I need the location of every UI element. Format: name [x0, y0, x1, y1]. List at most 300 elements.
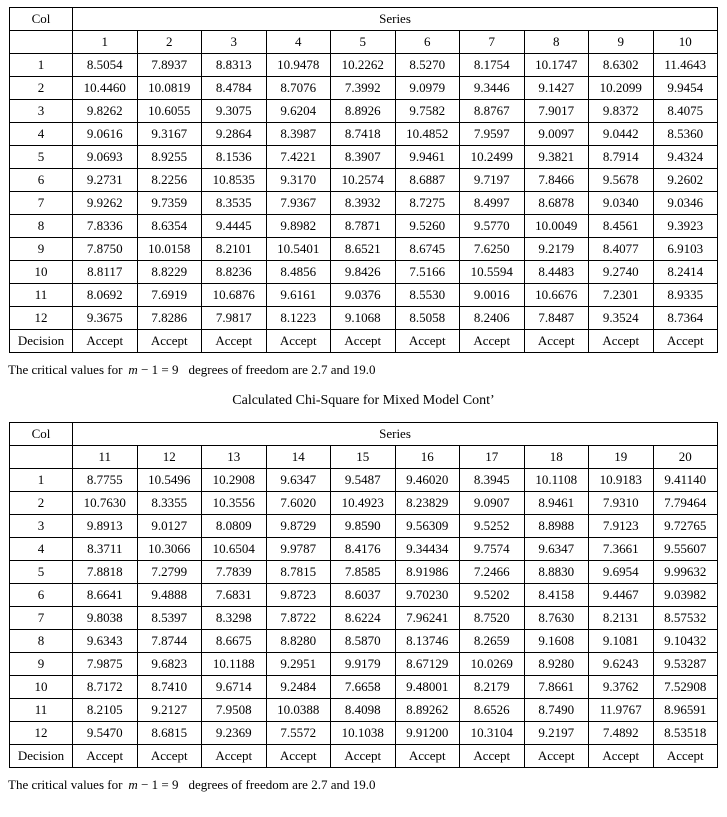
- value-cell: 7.8744: [137, 630, 202, 653]
- value-cell: 8.13746: [395, 630, 460, 653]
- row-label: 6: [10, 584, 73, 607]
- decision-cell: Accept: [460, 330, 525, 353]
- row-label: 11: [10, 699, 73, 722]
- value-cell: 9.9454: [653, 77, 718, 100]
- series-number-header: 12: [137, 446, 202, 469]
- value-cell: 9.3821: [524, 146, 589, 169]
- table-row: [10, 699, 718, 722]
- value-cell: 10.1038: [331, 722, 396, 745]
- value-cell: 7.9123: [589, 515, 654, 538]
- table-row: [10, 307, 718, 330]
- decision-cell: Accept: [653, 745, 718, 768]
- value-cell: 10.1188: [202, 653, 267, 676]
- note-suffix: degrees of freedom are 2.7 and 19.0: [188, 777, 376, 792]
- value-cell: 8.5397: [137, 607, 202, 630]
- value-cell: 7.8585: [331, 561, 396, 584]
- decision-cell: Accept: [137, 330, 202, 353]
- decision-cell: Accept: [73, 330, 138, 353]
- note-suffix: degrees of freedom are 2.7 and 19.0: [188, 362, 376, 377]
- value-cell: 8.0692: [73, 284, 138, 307]
- value-cell: 9.0097: [524, 123, 589, 146]
- table-row: [10, 192, 718, 215]
- series-number-header: 10: [653, 31, 718, 54]
- value-cell: 7.4892: [589, 722, 654, 745]
- value-cell: 8.2131: [589, 607, 654, 630]
- value-cell: 9.46020: [395, 469, 460, 492]
- value-cell: 9.0016: [460, 284, 525, 307]
- value-cell: 9.8038: [73, 607, 138, 630]
- value-cell: 10.3556: [202, 492, 267, 515]
- value-cell: 8.1536: [202, 146, 267, 169]
- row-label: 12: [10, 722, 73, 745]
- value-cell: 8.9461: [524, 492, 589, 515]
- row-label: 3: [10, 100, 73, 123]
- value-cell: 9.48001: [395, 676, 460, 699]
- value-cell: 9.5260: [395, 215, 460, 238]
- value-cell: 9.8262: [73, 100, 138, 123]
- value-cell: 8.7630: [524, 607, 589, 630]
- decision-cell: Accept: [460, 745, 525, 768]
- series-number-header: 20: [653, 446, 718, 469]
- row-label: 5: [10, 561, 73, 584]
- value-cell: 10.3066: [137, 538, 202, 561]
- row-label: 10: [10, 676, 73, 699]
- table-row: [10, 284, 718, 307]
- series-number-header: 7: [460, 31, 525, 54]
- value-cell: 8.3298: [202, 607, 267, 630]
- value-cell: 8.6641: [73, 584, 138, 607]
- value-cell: 8.4997: [460, 192, 525, 215]
- value-cell: 9.10432: [653, 630, 718, 653]
- decision-cell: Accept: [524, 330, 589, 353]
- corner-empty-cell: [10, 446, 73, 469]
- value-cell: 9.2731: [73, 169, 138, 192]
- row-label: 4: [10, 538, 73, 561]
- value-cell: 8.5870: [331, 630, 396, 653]
- value-cell: 8.3987: [266, 123, 331, 146]
- value-cell: 9.0442: [589, 123, 654, 146]
- value-cell: 8.7914: [589, 146, 654, 169]
- value-cell: 8.4176: [331, 538, 396, 561]
- value-cell: 10.7630: [73, 492, 138, 515]
- value-cell: 8.5058: [395, 307, 460, 330]
- value-cell: 8.9255: [137, 146, 202, 169]
- value-cell: 9.5252: [460, 515, 525, 538]
- value-cell: 9.8723: [266, 584, 331, 607]
- value-cell: 8.6354: [137, 215, 202, 238]
- value-cell: 9.2179: [524, 238, 589, 261]
- value-cell: 8.6745: [395, 238, 460, 261]
- value-cell: 10.0388: [266, 699, 331, 722]
- value-cell: 9.0346: [653, 192, 718, 215]
- value-cell: 7.52908: [653, 676, 718, 699]
- table-row: [10, 492, 718, 515]
- value-cell: 7.6658: [331, 676, 396, 699]
- chi-square-table-part1: [9, 7, 718, 353]
- decision-cell: Accept: [331, 745, 396, 768]
- value-cell: 9.4467: [589, 584, 654, 607]
- row-label: 12: [10, 307, 73, 330]
- series-number-header: 15: [331, 446, 396, 469]
- value-cell: 9.3923: [653, 215, 718, 238]
- value-cell: 9.6347: [524, 538, 589, 561]
- value-cell: 7.7839: [202, 561, 267, 584]
- decision-row: [10, 330, 718, 353]
- value-cell: 7.8286: [137, 307, 202, 330]
- value-cell: 8.8236: [202, 261, 267, 284]
- value-cell: 9.6823: [137, 653, 202, 676]
- value-cell: 7.8750: [73, 238, 138, 261]
- value-cell: 10.4852: [395, 123, 460, 146]
- value-cell: 8.6302: [589, 54, 654, 77]
- value-cell: 9.0340: [589, 192, 654, 215]
- value-cell: 8.4561: [589, 215, 654, 238]
- value-cell: 8.9335: [653, 284, 718, 307]
- value-cell: 9.2602: [653, 169, 718, 192]
- value-cell: 9.5770: [460, 215, 525, 238]
- value-cell: 10.1108: [524, 469, 589, 492]
- series-number-header: 17: [460, 446, 525, 469]
- value-cell: 9.2740: [589, 261, 654, 284]
- row-label: 4: [10, 123, 73, 146]
- series-numbers-row: [10, 31, 718, 54]
- value-cell: 8.6878: [524, 192, 589, 215]
- value-cell: 9.6204: [266, 100, 331, 123]
- decision-cell: Accept: [202, 330, 267, 353]
- series-number-header: 11: [73, 446, 138, 469]
- critical-values-note-2: [8, 777, 727, 793]
- value-cell: 10.3104: [460, 722, 525, 745]
- value-cell: 8.7755: [73, 469, 138, 492]
- value-cell: 7.9597: [460, 123, 525, 146]
- value-cell: 8.2179: [460, 676, 525, 699]
- value-cell: 6.9103: [653, 238, 718, 261]
- value-cell: 10.6055: [137, 100, 202, 123]
- value-cell: 7.4221: [266, 146, 331, 169]
- value-cell: 7.8722: [266, 607, 331, 630]
- value-cell: 7.8487: [524, 307, 589, 330]
- table-row: [10, 584, 718, 607]
- value-cell: 7.9367: [266, 192, 331, 215]
- value-cell: 9.3446: [460, 77, 525, 100]
- series-number-header: 2: [137, 31, 202, 54]
- section-title: Calculated Chi-Square for Mixed Model Cont’: [232, 393, 495, 408]
- value-cell: 9.0907: [460, 492, 525, 515]
- decision-label: Decision: [10, 745, 73, 768]
- row-label: 7: [10, 192, 73, 215]
- value-cell: 8.6815: [137, 722, 202, 745]
- critical-values-note-1: [8, 362, 727, 378]
- value-cell: 7.8466: [524, 169, 589, 192]
- value-cell: 8.96591: [653, 699, 718, 722]
- value-cell: 7.3661: [589, 538, 654, 561]
- value-cell: 9.3524: [589, 307, 654, 330]
- series-header: Series: [73, 423, 718, 446]
- value-cell: 9.9461: [395, 146, 460, 169]
- value-cell: 10.0269: [460, 653, 525, 676]
- value-cell: 9.53287: [653, 653, 718, 676]
- decision-cell: Accept: [589, 745, 654, 768]
- value-cell: 10.0158: [137, 238, 202, 261]
- table-row: [10, 538, 718, 561]
- value-cell: 8.2256: [137, 169, 202, 192]
- value-cell: 7.6919: [137, 284, 202, 307]
- note-math-variable: m: [128, 777, 138, 792]
- decision-cell: Accept: [137, 745, 202, 768]
- value-cell: 8.6675: [202, 630, 267, 653]
- value-cell: 9.3170: [266, 169, 331, 192]
- value-cell: 9.55607: [653, 538, 718, 561]
- row-label: 11: [10, 284, 73, 307]
- decision-cell: Accept: [266, 745, 331, 768]
- row-label: 1: [10, 54, 73, 77]
- value-cell: 9.3075: [202, 100, 267, 123]
- table-row: [10, 169, 718, 192]
- value-cell: 8.3355: [137, 492, 202, 515]
- decision-cell: Accept: [331, 330, 396, 353]
- value-cell: 7.9875: [73, 653, 138, 676]
- value-cell: 8.6887: [395, 169, 460, 192]
- value-cell: 8.6526: [460, 699, 525, 722]
- series-number-header: 19: [589, 446, 654, 469]
- value-cell: 9.2484: [266, 676, 331, 699]
- value-cell: 10.0049: [524, 215, 589, 238]
- row-label: 9: [10, 238, 73, 261]
- value-cell: 9.41140: [653, 469, 718, 492]
- value-cell: 8.0809: [202, 515, 267, 538]
- value-cell: 8.4784: [202, 77, 267, 100]
- value-cell: 9.3167: [137, 123, 202, 146]
- value-cell: 10.6504: [202, 538, 267, 561]
- value-cell: 8.7364: [653, 307, 718, 330]
- value-cell: 11.9767: [589, 699, 654, 722]
- value-cell: 9.99632: [653, 561, 718, 584]
- series-number-header: 4: [266, 31, 331, 54]
- series-number-header: 9: [589, 31, 654, 54]
- value-cell: 9.2951: [266, 653, 331, 676]
- value-cell: 8.3535: [202, 192, 267, 215]
- value-cell: 10.2099: [589, 77, 654, 100]
- value-cell: 8.7871: [331, 215, 396, 238]
- value-cell: 9.5678: [589, 169, 654, 192]
- value-cell: 8.8988: [524, 515, 589, 538]
- row-label: 10: [10, 261, 73, 284]
- series-number-header: 14: [266, 446, 331, 469]
- value-cell: 9.4888: [137, 584, 202, 607]
- value-cell: 8.5270: [395, 54, 460, 77]
- value-cell: 8.5530: [395, 284, 460, 307]
- value-cell: 11.4643: [653, 54, 718, 77]
- value-cell: 7.6250: [460, 238, 525, 261]
- value-cell: 9.8729: [266, 515, 331, 538]
- decision-cell: Accept: [395, 745, 460, 768]
- value-cell: 8.7172: [73, 676, 138, 699]
- series-numbers-row: [10, 446, 718, 469]
- value-cell: 8.7275: [395, 192, 460, 215]
- value-cell: 8.8313: [202, 54, 267, 77]
- row-label: 9: [10, 653, 73, 676]
- value-cell: 8.9280: [524, 653, 589, 676]
- value-cell: 9.2864: [202, 123, 267, 146]
- value-cell: 9.6343: [73, 630, 138, 653]
- series-number-header: 1: [73, 31, 138, 54]
- value-cell: 8.2659: [460, 630, 525, 653]
- value-cell: 9.8982: [266, 215, 331, 238]
- series-number-header: 18: [524, 446, 589, 469]
- value-cell: 9.7582: [395, 100, 460, 123]
- value-cell: 8.4098: [331, 699, 396, 722]
- value-cell: 9.6347: [266, 469, 331, 492]
- value-cell: 9.2127: [137, 699, 202, 722]
- value-cell: 9.8426: [331, 261, 396, 284]
- value-cell: 9.5470: [73, 722, 138, 745]
- series-number-header: 8: [524, 31, 589, 54]
- value-cell: 10.1747: [524, 54, 589, 77]
- value-cell: 9.8372: [589, 100, 654, 123]
- value-cell: 9.0376: [331, 284, 396, 307]
- chi-square-table-part2: [9, 422, 718, 768]
- value-cell: 7.9310: [589, 492, 654, 515]
- row-label: 8: [10, 630, 73, 653]
- value-cell: 8.8229: [137, 261, 202, 284]
- value-cell: 8.89262: [395, 699, 460, 722]
- table-row: [10, 722, 718, 745]
- value-cell: 8.7418: [331, 123, 396, 146]
- decision-label: Decision: [10, 330, 73, 353]
- series-header: Series: [73, 8, 718, 31]
- value-cell: 9.4324: [653, 146, 718, 169]
- value-cell: 8.4483: [524, 261, 589, 284]
- value-cell: 8.7076: [266, 77, 331, 100]
- value-cell: 9.4445: [202, 215, 267, 238]
- value-cell: 8.8117: [73, 261, 138, 284]
- value-cell: 8.3945: [460, 469, 525, 492]
- value-cell: 8.5054: [73, 54, 138, 77]
- table-row: [10, 653, 718, 676]
- value-cell: 9.6243: [589, 653, 654, 676]
- value-cell: 9.0693: [73, 146, 138, 169]
- value-cell: 7.79464: [653, 492, 718, 515]
- value-cell: 9.9787: [266, 538, 331, 561]
- value-cell: 8.1223: [266, 307, 331, 330]
- value-cell: 7.8818: [73, 561, 138, 584]
- value-cell: 9.2369: [202, 722, 267, 745]
- table-row: [10, 630, 718, 653]
- value-cell: 8.4158: [524, 584, 589, 607]
- decision-cell: Accept: [653, 330, 718, 353]
- value-cell: 8.4856: [266, 261, 331, 284]
- value-cell: 8.3711: [73, 538, 138, 561]
- value-cell: 7.8661: [524, 676, 589, 699]
- value-cell: 9.5487: [331, 469, 396, 492]
- value-cell: 7.2799: [137, 561, 202, 584]
- value-cell: 8.6037: [331, 584, 396, 607]
- value-cell: 8.4077: [589, 238, 654, 261]
- table-row: [10, 215, 718, 238]
- value-cell: 8.67129: [395, 653, 460, 676]
- value-cell: 8.8280: [266, 630, 331, 653]
- value-cell: 9.0616: [73, 123, 138, 146]
- value-cell: 8.1754: [460, 54, 525, 77]
- note-math-variable: m: [128, 362, 138, 377]
- series-number-header: 5: [331, 31, 396, 54]
- value-cell: 8.2406: [460, 307, 525, 330]
- value-cell: 9.9179: [331, 653, 396, 676]
- value-cell: 10.5496: [137, 469, 202, 492]
- decision-row: [10, 745, 718, 768]
- value-cell: 9.1068: [331, 307, 396, 330]
- value-cell: 8.8830: [524, 561, 589, 584]
- value-cell: 9.9262: [73, 192, 138, 215]
- table-row: [10, 54, 718, 77]
- series-number-header: 13: [202, 446, 267, 469]
- value-cell: 10.0819: [137, 77, 202, 100]
- series-number-header: 16: [395, 446, 460, 469]
- value-cell: 8.7520: [460, 607, 525, 630]
- value-cell: 9.1081: [589, 630, 654, 653]
- value-cell: 10.2908: [202, 469, 267, 492]
- value-cell: 10.9478: [266, 54, 331, 77]
- note-math-equation: − 1 = 9: [141, 362, 179, 377]
- table-row: [10, 100, 718, 123]
- value-cell: 7.6020: [266, 492, 331, 515]
- header-row: [10, 8, 718, 31]
- corner-header: Col: [10, 423, 73, 446]
- note-math-equation: − 1 = 9: [141, 777, 179, 792]
- value-cell: 8.7815: [266, 561, 331, 584]
- value-cell: 9.6161: [266, 284, 331, 307]
- table-row: [10, 261, 718, 284]
- table-row: [10, 146, 718, 169]
- series-number-header: 6: [395, 31, 460, 54]
- value-cell: 8.8767: [460, 100, 525, 123]
- value-cell: 8.4075: [653, 100, 718, 123]
- row-label: 7: [10, 607, 73, 630]
- decision-cell: Accept: [73, 745, 138, 768]
- value-cell: 7.9017: [524, 100, 589, 123]
- value-cell: 8.6521: [331, 238, 396, 261]
- value-cell: 9.72765: [653, 515, 718, 538]
- value-cell: 7.3992: [331, 77, 396, 100]
- value-cell: 8.91986: [395, 561, 460, 584]
- table-row: [10, 469, 718, 492]
- value-cell: 9.0127: [137, 515, 202, 538]
- value-cell: 10.9183: [589, 469, 654, 492]
- value-cell: 8.3932: [331, 192, 396, 215]
- row-label: 3: [10, 515, 73, 538]
- value-cell: 9.0979: [395, 77, 460, 100]
- value-cell: 9.1608: [524, 630, 589, 653]
- value-cell: 7.96241: [395, 607, 460, 630]
- value-cell: 9.8913: [73, 515, 138, 538]
- decision-cell: Accept: [589, 330, 654, 353]
- table-row: [10, 238, 718, 261]
- decision-cell: Accept: [395, 330, 460, 353]
- row-label: 2: [10, 77, 73, 100]
- value-cell: 7.8336: [73, 215, 138, 238]
- value-cell: 7.5572: [266, 722, 331, 745]
- table-row: [10, 561, 718, 584]
- corner-empty-cell: [10, 31, 73, 54]
- value-cell: 9.7197: [460, 169, 525, 192]
- note-prefix: The critical values for: [8, 362, 123, 377]
- value-cell: 9.3675: [73, 307, 138, 330]
- value-cell: 8.2414: [653, 261, 718, 284]
- value-cell: 8.2105: [73, 699, 138, 722]
- decision-cell: Accept: [266, 330, 331, 353]
- table-row: [10, 676, 718, 699]
- value-cell: 8.8926: [331, 100, 396, 123]
